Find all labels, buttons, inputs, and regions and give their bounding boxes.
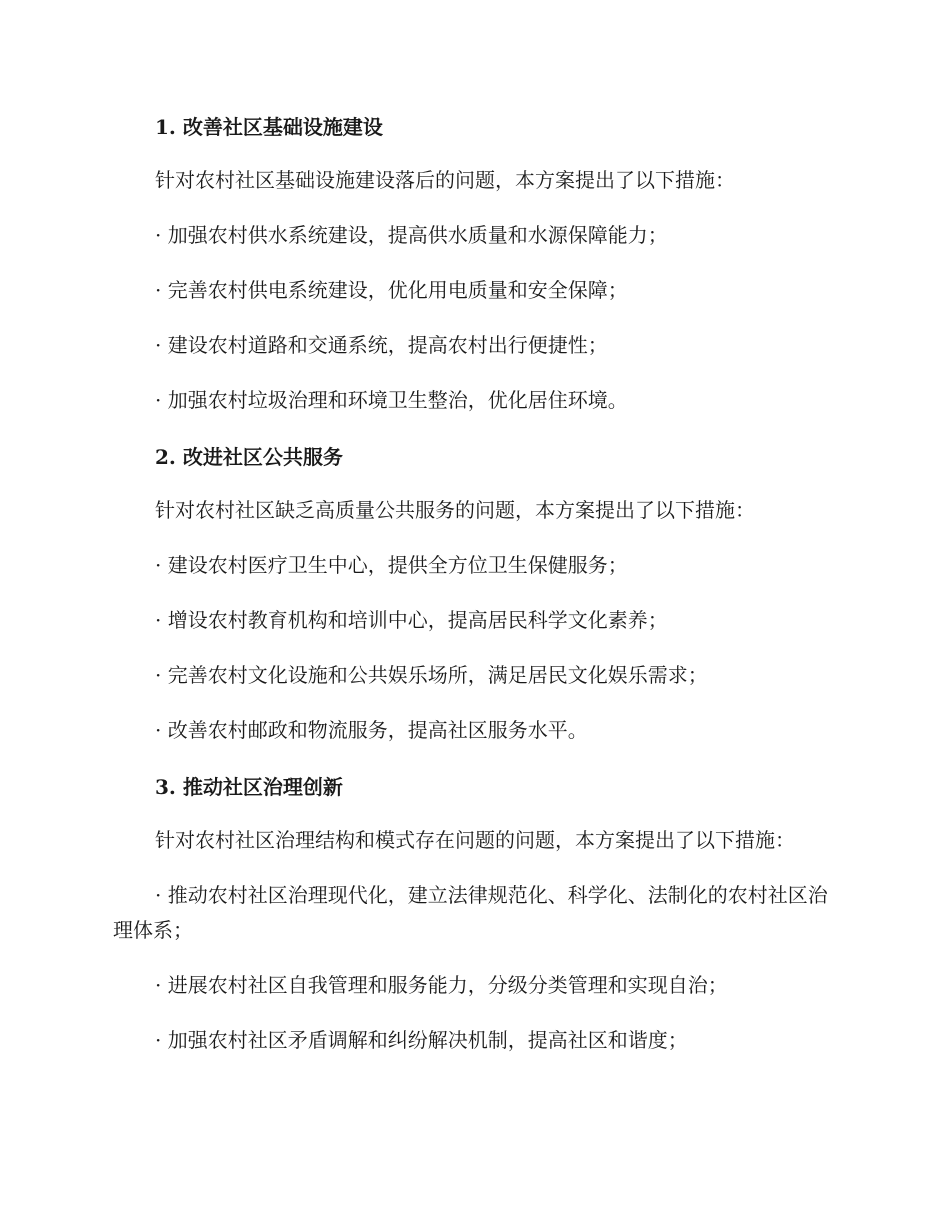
- list-item: · 增设农村教育机构和培训中心，提高居民科学文化素养；: [155, 608, 668, 632]
- section-intro: 针对农村社区治理结构和模式存在问题的问题，本方案提出了以下措施：: [155, 828, 795, 852]
- list-item: · 完善农村文化设施和公共娱乐场所，满足居民文化娱乐需求；: [155, 663, 708, 687]
- list-item: · 完善农村供电系统建设，优化用电质量和安全保障；: [155, 278, 628, 302]
- section-heading: 3. 推动社区治理创新: [155, 775, 343, 799]
- list-item: · 建设农村道路和交通系统，提高农村出行便捷性；: [155, 333, 608, 357]
- list-item: · 进展农村社区自我管理和服务能力，分级分类管理和实现自治；: [155, 973, 728, 997]
- list-item: · 推动农村社区治理现代化，建立法律规范化、科学化、法制化的农村社区治理体系；: [113, 883, 828, 942]
- list-item: · 加强农村垃圾治理和环境卫生整治，优化居住环境。: [155, 388, 628, 412]
- list-item: · 加强农村供水系统建设，提高供水质量和水源保障能力；: [155, 223, 668, 247]
- section-2: [113, 438, 828, 748]
- section-3: [113, 768, 828, 1058]
- list-item: · 改善农村邮政和物流服务，提高社区服务水平。: [155, 718, 588, 742]
- list-item: · 加强农村社区矛盾调解和纠纷解决机制，提高社区和谐度；: [155, 1028, 688, 1052]
- section-intro: 针对农村社区缺乏高质量公共服务的问题，本方案提出了以下措施：: [155, 498, 755, 522]
- section-heading: 2. 改进社区公共服务: [155, 445, 343, 469]
- document-body: [113, 108, 828, 1078]
- section-1: [113, 108, 828, 418]
- section-intro: 针对农村社区基础设施建设落后的问题，本方案提出了以下措施：: [155, 168, 735, 192]
- section-heading: 1. 改善社区基础设施建设: [155, 115, 383, 139]
- list-item: · 建设农村医疗卫生中心，提供全方位卫生保健服务；: [155, 553, 628, 577]
